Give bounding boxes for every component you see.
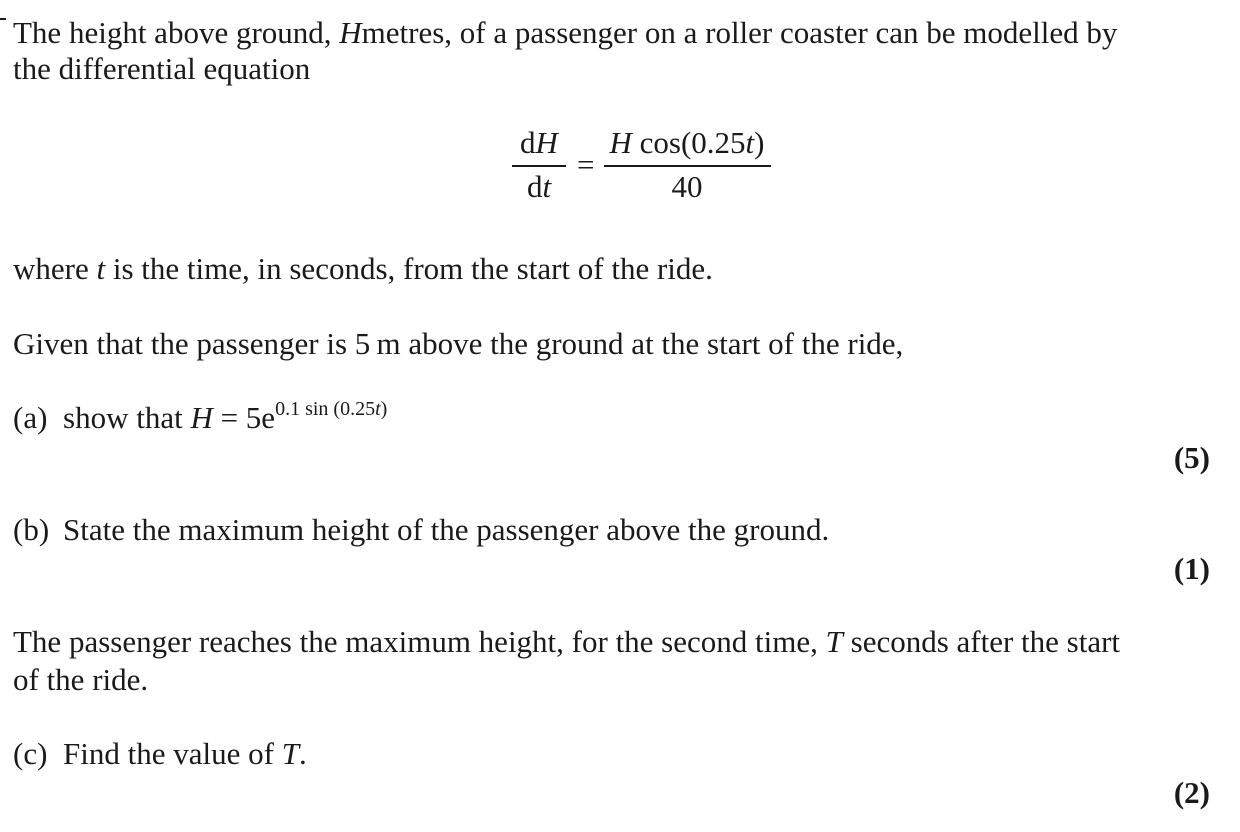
variable-capital-t: T bbox=[825, 624, 843, 659]
part-a-expression: = 5e bbox=[212, 400, 276, 435]
exponent-paren: ) bbox=[380, 398, 388, 420]
intro-line-1 bbox=[13, 14, 1117, 52]
where-text: where bbox=[13, 251, 97, 286]
equals-sign: = bbox=[577, 147, 595, 182]
part-a-variable-h: H bbox=[190, 400, 213, 435]
part-a-prompt bbox=[13, 399, 387, 441]
lhs-numerator bbox=[510, 124, 568, 162]
part-b-marks: (1) bbox=[1173, 551, 1210, 586]
part-b-text: State the maximum height of the passenger above the ground. bbox=[63, 512, 830, 547]
intro-line-2: the differential equation bbox=[13, 51, 311, 86]
rhs-fraction-bar bbox=[604, 165, 771, 167]
rhs-denominator: 40 bbox=[671, 169, 703, 204]
lhs-denominator bbox=[510, 168, 568, 206]
intro-text: The height above ground, bbox=[13, 15, 340, 50]
part-c-text: Find the value of bbox=[63, 736, 282, 771]
lhs-num-h: H bbox=[535, 125, 558, 160]
part-a-exponent bbox=[275, 398, 387, 420]
part-a-marks: (5) bbox=[1173, 440, 1210, 475]
passenger-text-cont: seconds after the start bbox=[842, 624, 1121, 659]
lhs-num-d: d bbox=[520, 125, 536, 160]
passenger-text: The passenger reaches the maximum height, for the second time, bbox=[13, 624, 826, 659]
part-a-label: (a) bbox=[13, 400, 48, 435]
part-c-marks: (2) bbox=[1173, 775, 1210, 810]
part-c-label: (c) bbox=[13, 736, 48, 771]
passenger-line-1 bbox=[13, 623, 1120, 661]
intro-text-cont: metres, of a passenger on a roller coaster can be modelled by bbox=[361, 15, 1118, 50]
part-c-variable-t: T bbox=[281, 736, 299, 771]
rhs-num-cos: cos(0.25 bbox=[631, 125, 746, 160]
part-b-prompt bbox=[13, 511, 829, 549]
rhs-num-h: H bbox=[609, 125, 632, 160]
question-bullet-mark bbox=[0, 18, 6, 20]
where-text-cont: is the time, in seconds, from the start of the ride. bbox=[105, 251, 713, 286]
lhs-den-d: d bbox=[526, 169, 543, 204]
lhs-fraction-bar bbox=[512, 165, 566, 167]
rhs-numerator bbox=[601, 124, 773, 162]
variable-h: H bbox=[339, 15, 362, 50]
lhs-den-t: t bbox=[542, 169, 552, 204]
part-b-label: (b) bbox=[13, 512, 50, 547]
exponent-variable-t: t bbox=[375, 398, 381, 420]
where-line bbox=[13, 250, 713, 288]
part-a-text: show that bbox=[63, 400, 191, 435]
exponent-text: 0.1 sin (0.25 bbox=[275, 398, 376, 420]
given-line: Given that the passenger is 5 m above the ground at the start of the ride, bbox=[13, 326, 904, 361]
passenger-line-2: of the ride. bbox=[13, 662, 149, 697]
variable-t: t bbox=[96, 251, 106, 286]
part-c-prompt bbox=[13, 735, 307, 773]
rhs-num-paren: ) bbox=[754, 125, 765, 160]
part-c-period: . bbox=[298, 736, 307, 771]
rhs-num-t: t bbox=[745, 125, 755, 160]
